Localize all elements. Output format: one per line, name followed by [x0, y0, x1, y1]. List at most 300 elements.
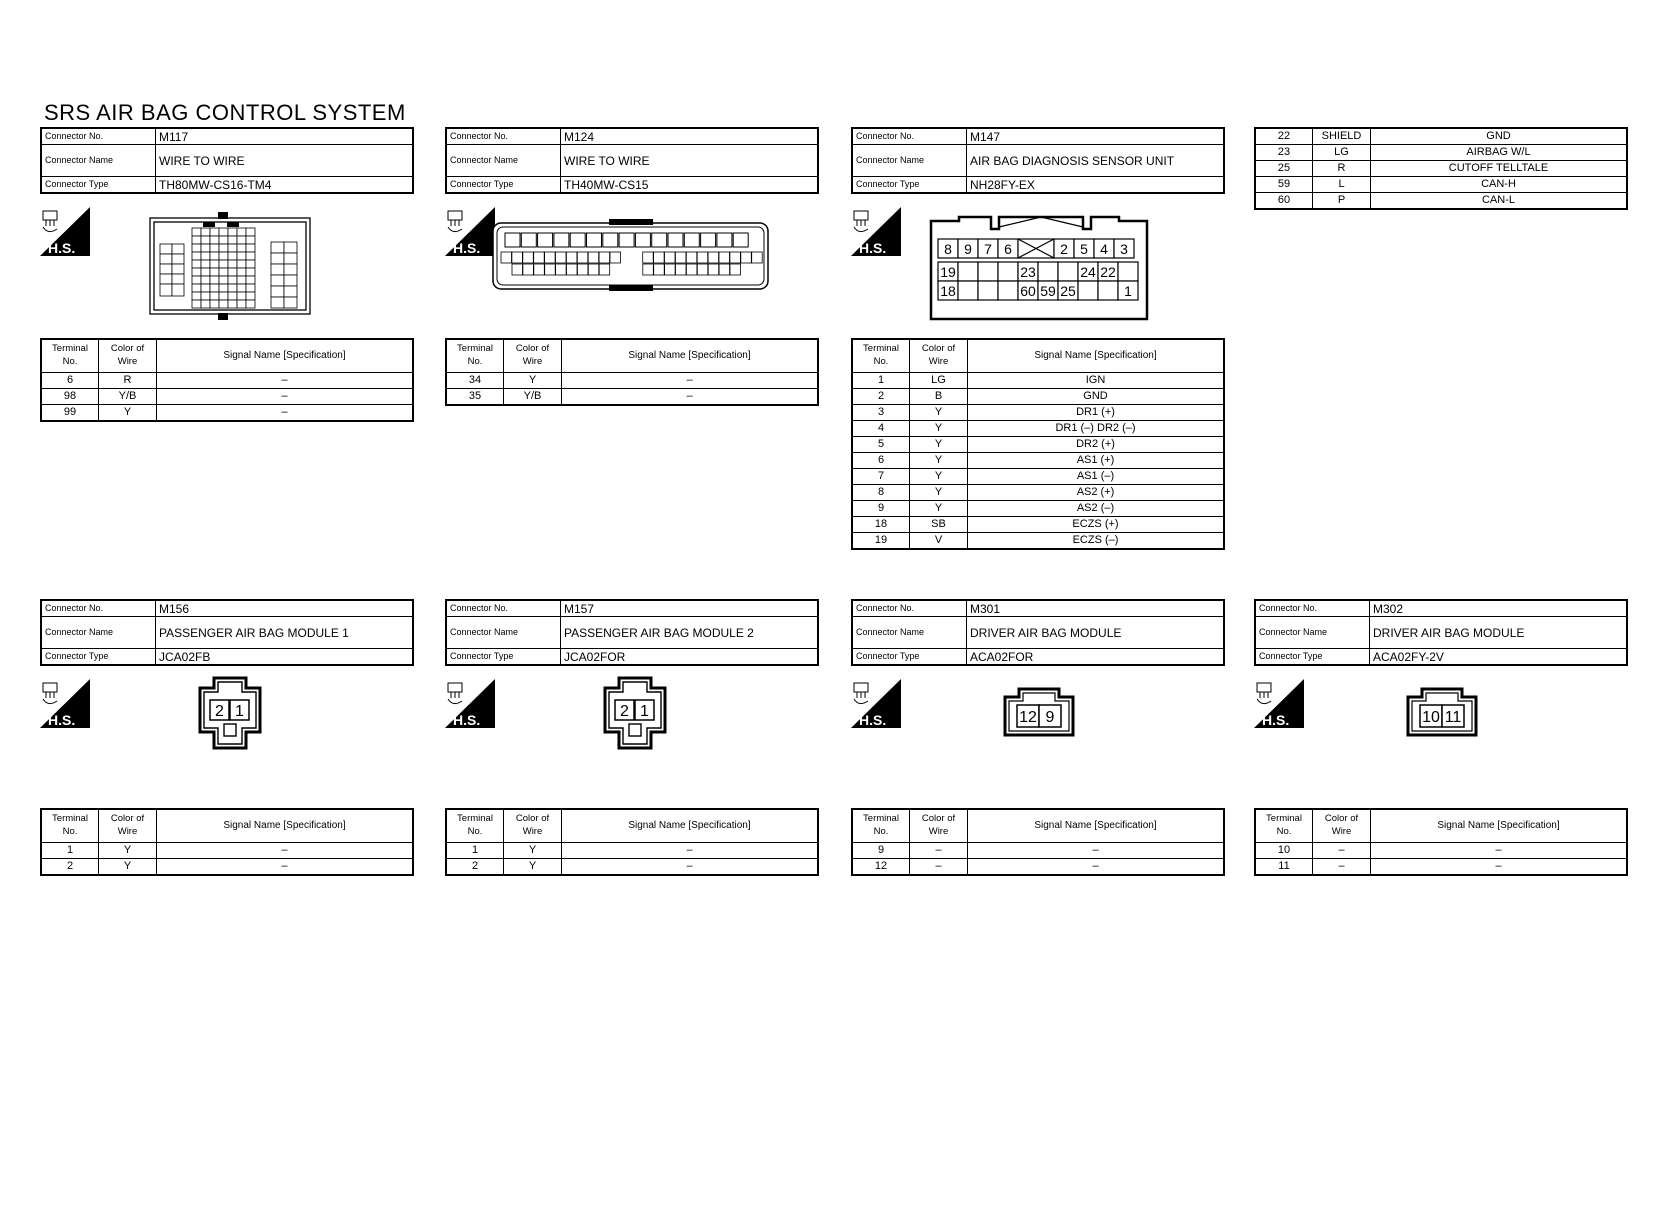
connector-info-row — [446, 649, 818, 666]
terminal-row — [852, 389, 1224, 405]
pin-label: 3 — [1120, 241, 1128, 257]
connector-type: ACA02FOR — [967, 649, 1225, 666]
connector-info-row — [446, 145, 818, 177]
connector-info-key: Connector Name — [1255, 617, 1370, 649]
terminal-header-line2: No. — [1276, 826, 1292, 837]
connector-info-key: Connector No. — [1255, 600, 1370, 617]
pin-label: 9 — [964, 241, 972, 257]
signal-name: AS2 (+) — [968, 485, 1225, 501]
signal-name: CUTOFF TELLTALE — [1371, 161, 1628, 177]
connector-info-row — [41, 145, 413, 177]
connector-block-m302 — [1254, 599, 1628, 872]
connector-info-key: Connector Type — [446, 649, 561, 666]
terminal-row — [41, 859, 413, 876]
connector-info-table — [40, 599, 414, 666]
color-header — [1313, 809, 1371, 843]
harness-side-icon — [40, 207, 92, 257]
terminal-no: 22 — [1255, 128, 1313, 145]
terminal-row — [1255, 145, 1627, 161]
connector-no: M156 — [156, 600, 414, 617]
connector-info-row — [446, 617, 818, 649]
connector-face-2pin — [595, 674, 675, 754]
connector-name: DRIVER AIR BAG MODULE — [967, 617, 1225, 649]
connector-info-key: Connector Name — [41, 617, 156, 649]
pin-label: 22 — [1100, 264, 1116, 280]
terminal-table — [851, 338, 1225, 550]
connector-no: M124 — [561, 128, 819, 145]
pin-label: 19 — [940, 264, 956, 280]
terminal-header-line1: Terminal — [863, 813, 899, 825]
terminal-table-header — [852, 339, 1224, 373]
pin-label: 10 — [1422, 709, 1440, 726]
connector-info-key: Connector Type — [41, 177, 156, 194]
connector-type: TH40MW-CS15 — [561, 177, 819, 194]
signal-name: ECZS (–) — [968, 533, 1225, 550]
terminal-row — [852, 859, 1224, 876]
terminal-row — [41, 389, 413, 405]
connector-block-m156 — [40, 599, 414, 872]
hs-label: H.S. — [859, 240, 887, 256]
pin-label: 23 — [1020, 264, 1036, 280]
connector-name: DRIVER AIR BAG MODULE — [1370, 617, 1628, 649]
signal-header: Signal Name [Specification] — [1371, 809, 1628, 843]
connector-info-row — [852, 177, 1224, 194]
wire-color: B — [910, 389, 968, 405]
terminal-no: 9 — [852, 501, 910, 517]
wire-color: Y — [910, 437, 968, 453]
connector-info-table — [851, 599, 1225, 666]
wire-color: Y — [99, 859, 157, 876]
harness-side-icon — [445, 679, 497, 729]
terminal-row — [852, 501, 1224, 517]
hs-label: H.S. — [1262, 712, 1290, 728]
terminal-header-line1: Terminal — [457, 813, 493, 825]
pin-label: 9 — [1045, 709, 1055, 726]
terminal-header — [1255, 809, 1313, 843]
pin-label: 18 — [940, 283, 956, 299]
signal-name: – — [562, 859, 819, 876]
wire-color: V — [910, 533, 968, 550]
terminal-no: 59 — [1255, 177, 1313, 193]
wire-color: Y/B — [504, 389, 562, 406]
terminal-row — [1255, 161, 1627, 177]
signal-name: – — [157, 859, 414, 876]
terminal-row — [852, 485, 1224, 501]
connector-info-row — [1255, 617, 1627, 649]
terminal-row — [1255, 859, 1627, 876]
connector-info-row — [41, 649, 413, 666]
signal-name: GND — [968, 389, 1225, 405]
terminal-no: 5 — [852, 437, 910, 453]
signal-name: – — [157, 405, 414, 422]
terminal-no: 6 — [852, 453, 910, 469]
connector-info-key: Connector Name — [446, 145, 561, 177]
connector-info-row — [41, 600, 413, 617]
terminal-row — [852, 517, 1224, 533]
connector-info-row — [852, 145, 1224, 177]
wire-color: Y — [910, 405, 968, 421]
terminal-no: 12 — [852, 859, 910, 876]
connector-type: NH28FY-EX — [967, 177, 1225, 194]
wire-color: P — [1313, 193, 1371, 210]
terminal-no: 11 — [1255, 859, 1313, 876]
pin-label: 2 — [620, 703, 629, 720]
color-header-line1: Color of — [515, 813, 550, 825]
terminal-row — [1255, 177, 1627, 193]
signal-name: – — [968, 859, 1225, 876]
connector-info-key: Connector Type — [446, 177, 561, 194]
terminal-table — [851, 808, 1225, 876]
connector-face-2pin — [1404, 687, 1484, 747]
connector-info-row — [1255, 649, 1627, 666]
signal-name: AS2 (–) — [968, 501, 1225, 517]
terminal-header-line2: No. — [62, 356, 78, 367]
signal-header: Signal Name [Specification] — [157, 809, 414, 843]
connector-face-m117 — [148, 210, 312, 322]
terminal-table — [40, 808, 414, 876]
wire-color: R — [1313, 161, 1371, 177]
connector-type: ACA02FY-2V — [1370, 649, 1628, 666]
terminal-row — [446, 843, 818, 859]
color-header-line2: Wire — [522, 826, 543, 837]
harness-side-icon — [851, 207, 903, 257]
color-header-line2: Wire — [522, 356, 543, 367]
terminal-header-line1: Terminal — [52, 813, 88, 825]
pin-label: 7 — [984, 241, 992, 257]
connector-info-key: Connector No. — [41, 128, 156, 145]
wire-color: – — [910, 859, 968, 876]
terminal-no: 2 — [852, 389, 910, 405]
connector-info-key: Connector No. — [446, 128, 561, 145]
terminal-table-header — [852, 809, 1224, 843]
terminal-no: 34 — [446, 373, 504, 389]
color-header-line2: Wire — [1331, 826, 1352, 837]
terminal-no: 25 — [1255, 161, 1313, 177]
connector-info-row — [41, 128, 413, 145]
terminal-no: 10 — [1255, 843, 1313, 859]
terminal-no: 1 — [446, 843, 504, 859]
pin-label: 12 — [1019, 709, 1037, 726]
connector-no: M117 — [156, 128, 414, 145]
color-header-line2: Wire — [117, 356, 138, 367]
connector-info-table — [445, 127, 819, 194]
signal-header: Signal Name [Specification] — [562, 809, 819, 843]
wire-color: – — [1313, 843, 1371, 859]
color-header — [504, 339, 562, 373]
pin-label: 5 — [1080, 241, 1088, 257]
hs-label: H.S. — [48, 712, 76, 728]
pin-label: 60 — [1020, 283, 1036, 299]
connector-info-table — [40, 127, 414, 194]
wire-color: Y — [504, 859, 562, 876]
terminal-row — [852, 421, 1224, 437]
connector-info-row — [446, 128, 818, 145]
terminal-no: 9 — [852, 843, 910, 859]
hs-label: H.S. — [48, 240, 76, 256]
terminal-no: 2 — [41, 859, 99, 876]
signal-name: CAN-L — [1371, 193, 1628, 210]
connector-face-2pin — [190, 674, 270, 754]
terminal-no: 23 — [1255, 145, 1313, 161]
terminal-table-header — [446, 809, 818, 843]
connector-info-key: Connector Type — [852, 649, 967, 666]
connector-info-key: Connector No. — [852, 128, 967, 145]
connector-face-m124 — [491, 215, 771, 295]
terminal-no: 3 — [852, 405, 910, 421]
page-title: SRS AIR BAG CONTROL SYSTEM — [44, 100, 406, 125]
terminal-header-line1: Terminal — [1266, 813, 1302, 825]
wire-color: L — [1313, 177, 1371, 193]
signal-name: – — [157, 389, 414, 405]
connector-type: TH80MW-CS16-TM4 — [156, 177, 414, 194]
connector-block-m301 — [851, 599, 1225, 872]
terminal-no: 1 — [41, 843, 99, 859]
color-header — [910, 809, 968, 843]
terminal-table — [40, 338, 414, 422]
terminal-row — [41, 843, 413, 859]
color-header-line2: Wire — [928, 356, 949, 367]
wire-color: Y — [504, 843, 562, 859]
signal-name: CAN-H — [1371, 177, 1628, 193]
terminal-header-line2: No. — [873, 826, 889, 837]
terminal-table — [1254, 127, 1628, 210]
signal-name: DR2 (+) — [968, 437, 1225, 453]
connector-block-m147 — [851, 127, 1225, 546]
signal-name: – — [157, 373, 414, 389]
signal-name: AS1 (+) — [968, 453, 1225, 469]
connector-info-key: Connector No. — [852, 600, 967, 617]
signal-name: – — [562, 389, 819, 406]
connector-info-key: Connector Type — [1255, 649, 1370, 666]
color-header-line1: Color of — [921, 813, 956, 825]
terminal-header-line2: No. — [62, 826, 78, 837]
terminal-table — [445, 808, 819, 876]
signal-name: – — [968, 843, 1225, 859]
terminal-no: 6 — [41, 373, 99, 389]
signal-name: – — [562, 373, 819, 389]
connector-no: M147 — [967, 128, 1225, 145]
terminal-no: 19 — [852, 533, 910, 550]
connector-block-m124 — [445, 127, 819, 402]
terminal-header — [852, 339, 910, 373]
hs-label: H.S. — [453, 240, 481, 256]
connector-info-row — [852, 617, 1224, 649]
color-header — [99, 809, 157, 843]
terminal-table-header — [1255, 809, 1627, 843]
connector-type: JCA02FOR — [561, 649, 819, 666]
wire-color: Y — [99, 405, 157, 422]
color-header — [99, 339, 157, 373]
terminal-no: 99 — [41, 405, 99, 422]
terminal-no: 60 — [1255, 193, 1313, 210]
harness-side-icon — [1254, 679, 1306, 729]
pin-label: 1 — [235, 703, 244, 720]
connector-name: WIRE TO WIRE — [561, 145, 819, 177]
terminal-no: 1 — [852, 373, 910, 389]
terminal-header — [41, 339, 99, 373]
connector-name: PASSENGER AIR BAG MODULE 1 — [156, 617, 414, 649]
terminal-header-line1: Terminal — [457, 343, 493, 355]
pin-label: 1 — [1124, 283, 1132, 299]
terminal-row — [852, 469, 1224, 485]
connector-name: PASSENGER AIR BAG MODULE 2 — [561, 617, 819, 649]
terminal-row — [1255, 128, 1627, 145]
signal-name: AS1 (–) — [968, 469, 1225, 485]
connector-info-row — [41, 617, 413, 649]
color-header-line1: Color of — [110, 813, 145, 825]
terminal-no: 35 — [446, 389, 504, 406]
connector-face-2pin — [1001, 687, 1081, 747]
connector-type: JCA02FB — [156, 649, 414, 666]
pin-label: 25 — [1060, 283, 1076, 299]
connector-info-row — [1255, 600, 1627, 617]
wire-color: Y — [910, 421, 968, 437]
connector-info-row — [446, 600, 818, 617]
color-header-line2: Wire — [928, 826, 949, 837]
terminal-row — [852, 453, 1224, 469]
terminal-table — [1254, 808, 1628, 876]
terminal-no: 98 — [41, 389, 99, 405]
color-header — [504, 809, 562, 843]
connector-info-key: Connector Name — [852, 145, 967, 177]
harness-side-icon — [40, 679, 92, 729]
signal-name: – — [562, 843, 819, 859]
connector-info-row — [446, 177, 818, 194]
color-header-line1: Color of — [515, 343, 550, 355]
terminal-row — [852, 843, 1224, 859]
connector-face-m147 — [929, 215, 1151, 321]
connector-no: M301 — [967, 600, 1225, 617]
pin-label: 1 — [640, 703, 649, 720]
color-header-line1: Color of — [110, 343, 145, 355]
wire-color: Y — [910, 485, 968, 501]
terminal-header — [446, 809, 504, 843]
signal-header: Signal Name [Specification] — [968, 339, 1225, 373]
terminal-row — [446, 389, 818, 406]
wire-color: Y — [99, 843, 157, 859]
connector-block-m157 — [445, 599, 819, 872]
connector-info-row — [852, 649, 1224, 666]
wire-color: – — [1313, 859, 1371, 876]
wire-color: R — [99, 373, 157, 389]
wire-color: LG — [1313, 145, 1371, 161]
pin-label: 4 — [1100, 241, 1108, 257]
terminal-row — [852, 405, 1224, 421]
terminal-row — [1255, 843, 1627, 859]
terminal-header — [852, 809, 910, 843]
wire-color: SHIELD — [1313, 128, 1371, 145]
pin-label: 2 — [1060, 241, 1068, 257]
connector-info-key: Connector Name — [852, 617, 967, 649]
connector-info-key: Connector Name — [41, 145, 156, 177]
harness-side-icon — [445, 207, 497, 257]
signal-name: GND — [1371, 128, 1628, 145]
connector-name: AIR BAG DIAGNOSIS SENSOR UNIT — [967, 145, 1225, 177]
connector-info-row — [41, 177, 413, 194]
terminal-no: 4 — [852, 421, 910, 437]
color-header — [910, 339, 968, 373]
connector-info-key: Connector Type — [852, 177, 967, 194]
terminal-row — [446, 373, 818, 389]
connector-info-key: Connector Name — [446, 617, 561, 649]
signal-name: IGN — [968, 373, 1225, 389]
harness-side-icon — [851, 679, 903, 729]
terminal-no: 8 — [852, 485, 910, 501]
connector-info-row — [852, 128, 1224, 145]
signal-name: DR1 (–) DR2 (–) — [968, 421, 1225, 437]
pin-label: 8 — [944, 241, 952, 257]
wire-color: – — [910, 843, 968, 859]
signal-name: – — [1371, 843, 1628, 859]
connector-no: M157 — [561, 600, 819, 617]
connector-info-key: Connector No. — [446, 600, 561, 617]
terminal-row — [1255, 193, 1627, 210]
signal-name: DR1 (+) — [968, 405, 1225, 421]
terminal-header-line2: No. — [467, 356, 483, 367]
signal-name: ECZS (+) — [968, 517, 1225, 533]
terminal-row — [41, 405, 413, 422]
terminal-row — [446, 859, 818, 876]
wire-color: Y/B — [99, 389, 157, 405]
signal-name: – — [157, 843, 414, 859]
wire-color: Y — [910, 501, 968, 517]
pin-label: 59 — [1040, 283, 1056, 299]
color-header-line1: Color of — [1324, 813, 1359, 825]
connector-info-key: Connector Type — [41, 649, 156, 666]
wire-color: LG — [910, 373, 968, 389]
hs-label: H.S. — [453, 712, 481, 728]
terminal-table-header — [446, 339, 818, 373]
wire-color: Y — [910, 453, 968, 469]
connector-block-m117 — [40, 127, 414, 418]
signal-header: Signal Name [Specification] — [562, 339, 819, 373]
signal-name: – — [1371, 859, 1628, 876]
signal-name: AIRBAG W/L — [1371, 145, 1628, 161]
connector-info-table — [851, 127, 1225, 194]
signal-header: Signal Name [Specification] — [157, 339, 414, 373]
wire-color: Y — [910, 469, 968, 485]
color-header-line2: Wire — [117, 826, 138, 837]
terminal-header-line2: No. — [873, 356, 889, 367]
connector-info-key: Connector No. — [41, 600, 156, 617]
terminal-table — [445, 338, 819, 406]
terminal-row — [852, 437, 1224, 453]
connector-info-row — [852, 600, 1224, 617]
terminal-header — [41, 809, 99, 843]
signal-header: Signal Name [Specification] — [968, 809, 1225, 843]
connector-info-table — [1254, 599, 1628, 666]
connector-name: WIRE TO WIRE — [156, 145, 414, 177]
hs-label: H.S. — [859, 712, 887, 728]
wire-color: Y — [504, 373, 562, 389]
terminal-table-header — [41, 809, 413, 843]
terminal-no: 18 — [852, 517, 910, 533]
terminal-header-line1: Terminal — [863, 343, 899, 355]
pin-label: 11 — [1444, 709, 1462, 726]
terminal-row — [41, 373, 413, 389]
terminal-header-line2: No. — [467, 826, 483, 837]
pin-label: 24 — [1080, 264, 1096, 280]
color-header-line1: Color of — [921, 343, 956, 355]
terminal-table-header — [41, 339, 413, 373]
connector-no: M302 — [1370, 600, 1628, 617]
terminal-no: 2 — [446, 859, 504, 876]
terminal-header-line1: Terminal — [52, 343, 88, 355]
wire-color: SB — [910, 517, 968, 533]
terminal-row — [852, 533, 1224, 550]
pin-label: 2 — [215, 703, 224, 720]
terminal-header — [446, 339, 504, 373]
